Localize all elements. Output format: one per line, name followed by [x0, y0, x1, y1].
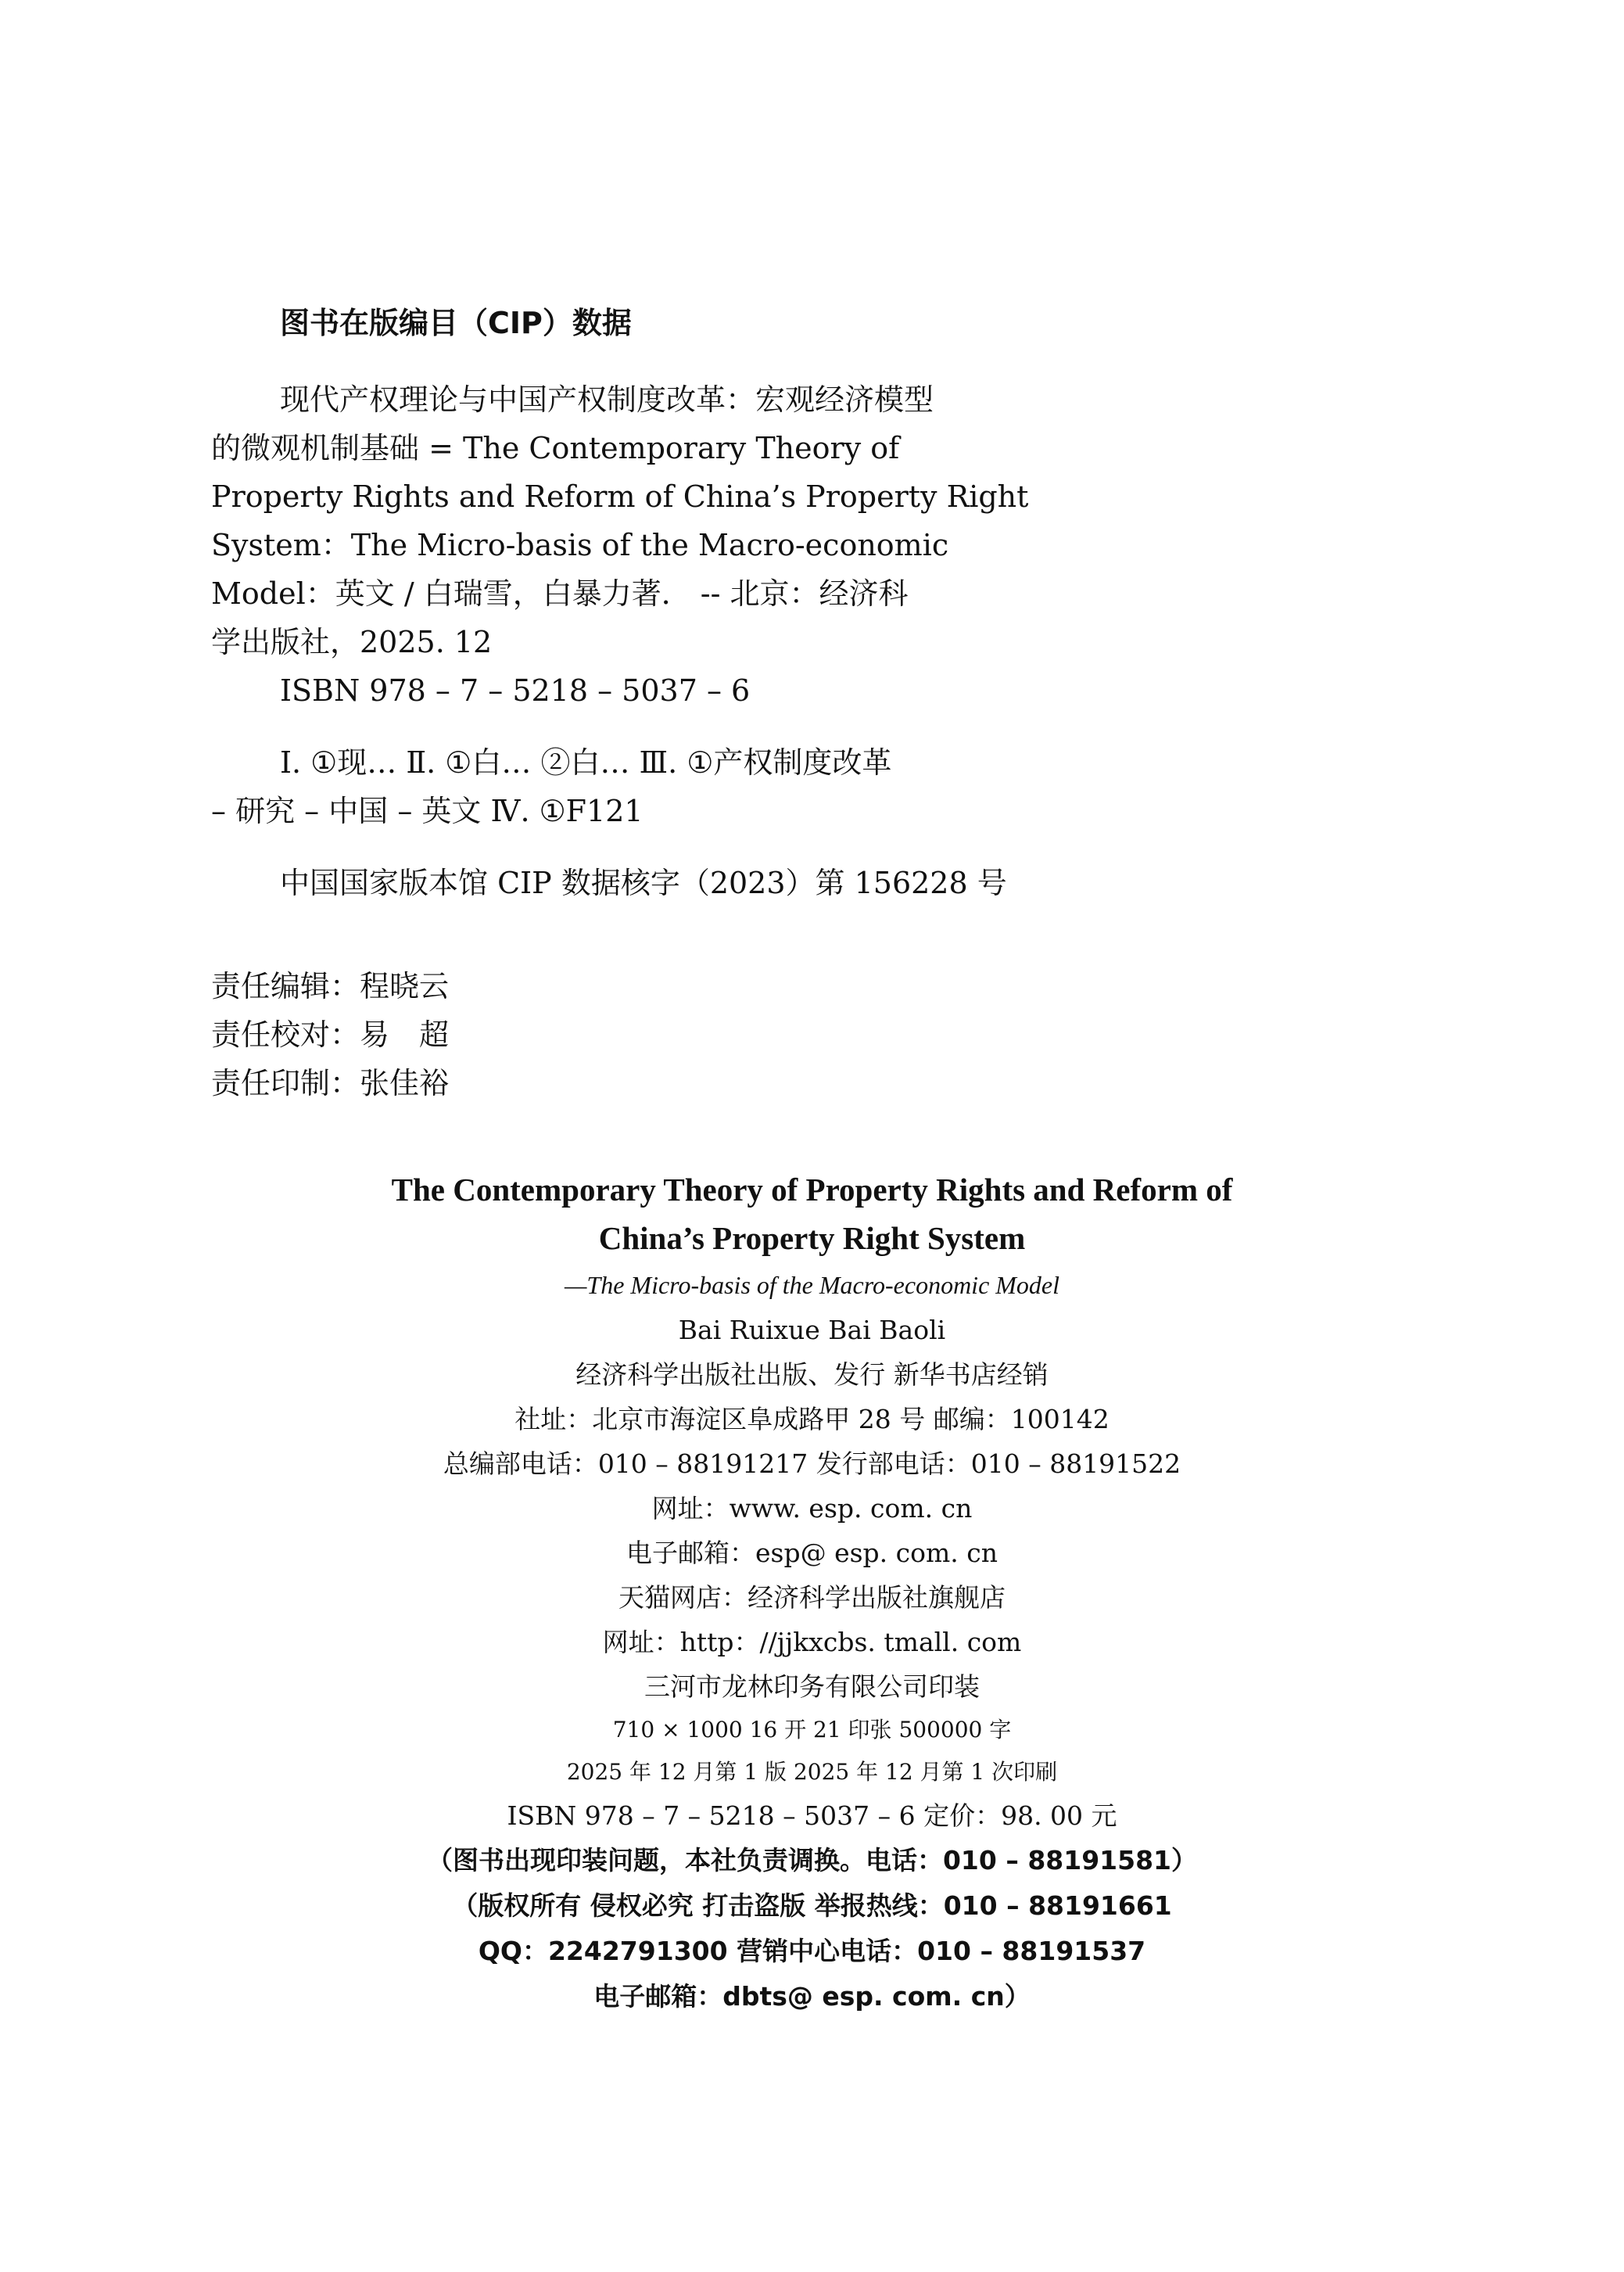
english-title-line-1: The Contemporary Theory of Property Rights and Reform of: [391, 1172, 1233, 1208]
email-line: 电子邮箱：esp@ esp. com. cn: [626, 1538, 998, 1568]
cip-line-2: 的微观机制基础 = The Contemporary Theory of: [211, 431, 900, 465]
notice-line-1: （图书出现印装问题，本社负责调换。电话：010 – 88191581）: [426, 1845, 1198, 1875]
proofreader: 责任校对：易 超: [211, 1018, 450, 1052]
cip-number: 中国国家版本馆 CIP 数据核字（2023）第 156228 号: [280, 866, 1007, 900]
cip-line-5: Model：英文 / 白瑞雪，白暴力著． -- 北京：经济科: [211, 576, 909, 611]
tmall-store-line: 天猫网店：经济科学出版社旗舰店: [618, 1582, 1006, 1613]
tmall-url-line: 网址：http：//jjkxcbs. tmall. com: [602, 1627, 1022, 1657]
printer-line: 三河市龙林印务有限公司印装: [644, 1671, 980, 1702]
cip-line-6: 学出版社，2025. 12: [211, 625, 493, 659]
cip-line-4: System：The Micro-basis of the Macro-economic: [211, 528, 949, 562]
cip-heading: 图书在版编目（CIP）数据: [280, 306, 632, 340]
address-line: 社址：北京市海淀区阜成路甲 28 号 邮编：100142: [514, 1404, 1110, 1434]
responsible-editors: [211, 962, 449, 1107]
cip-classification-2: – 研究 – 中国 – 英文 Ⅳ. ①F121: [211, 794, 644, 828]
isbn-price-line: ISBN 978 – 7 – 5218 – 5037 – 6 定价：98. 00 元: [507, 1800, 1117, 1831]
phones-line: 总编部电话：010 – 88191217 发行部电话：010 – 88191522: [443, 1448, 1181, 1479]
website-line: 网址：www. esp. com. cn: [651, 1493, 973, 1524]
notice-line-3: QQ：2242791300 营销中心电话：010 – 88191537: [478, 1936, 1146, 1966]
imprint-block: [0, 1165, 1624, 2019]
cip-line-3: Property Rights and Reform of China’s Property Right: [211, 479, 1029, 514]
notice-line-2: （版权所有 侵权必究 打击盗版 举报热线：010 – 88191661: [452, 1890, 1172, 1921]
format-line: 710 × 1000 16 开 21 印张 500000 字: [612, 1717, 1012, 1743]
english-title-line-2: China’s Property Right System: [598, 1220, 1026, 1256]
cip-classification-1: Ⅰ. ①现… Ⅱ. ①白… ②白… Ⅲ. ①产权制度改革: [280, 745, 892, 780]
editor-in-charge: 责任编辑：程晓云: [211, 969, 450, 1003]
edition-line: 2025 年 12 月第 1 版 2025 年 12 月第 1 次印刷: [566, 1759, 1058, 1785]
authors: Bai Ruixue Bai Baoli: [678, 1315, 946, 1345]
publisher-line: 经济科学出版社出版、发行 新华书店经销: [575, 1359, 1049, 1390]
cip-line-1: 现代产权理论与中国产权制度改革：宏观经济模型: [280, 382, 934, 417]
notice-line-4: 电子邮箱：dbts@ esp. com. cn）: [593, 1981, 1031, 2012]
printing-supervisor: 责任印制：张佳裕: [211, 1066, 450, 1100]
english-subtitle: —The Micro-basis of the Macro-economic Model: [564, 1271, 1060, 1299]
cip-isbn: ISBN 978 – 7 – 5218 – 5037 – 6: [280, 673, 751, 708]
